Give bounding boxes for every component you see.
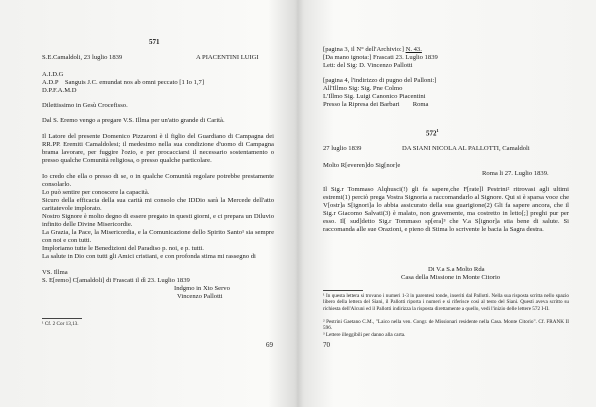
right-place-date: Roma li 27. Luglio 1839. [482,170,549,177]
archive-note-line: [Da mano ignota:] Frascati 23. Luglio 1839 [323,54,438,61]
left-letter-number: 571 [149,38,160,46]
paragraph: Lo può sentire per conoscere la capacità. [42,189,150,196]
left-recipient: A PIACENTINI LUIGI [196,54,259,61]
address-note-line: [pagina 4, l'indirizzo di pugno del Palloni:] [323,77,437,84]
right-footnote: ³ Lettere illeggibili per danno alla carta. [323,332,406,338]
paragraph: Sicuro della efficacia della sua carità mi consolo che IDDio sarà la Mercede dell'atto caritatevole implorato. [42,197,274,213]
left-invocation-line: D.P.F.A.M.D [42,87,77,94]
right-sender: DA SIANI NICOLA AL PALLOTTI, Camaldoli [402,145,530,152]
right-letter-number: $572^1$ [426,128,439,138]
right-letter-body: Il Sig.r Tommaso Alqhusci(!) gli fa sapere,che F[rate]l Pestrini² ritrovasi agli ultimi estremi(1) perciò prega Vostra Signoria a raccomandarlo al Signore. Qui si è sparsa voce che V[ostr]a S[ignori]a lo abbia assicurato della sua guarigione(2) Gli fa sapere ancora, che il Sig.r Giacomo Salvati(3) è malato, non gravemente, ma costretto in letto[;] preghi pur per esso. Il[ sud]detto Sig.r Tommaso sp[era]³ che V.a S[ignor]a stia bene di salute. Si raccomanda alle sue Orazioni, e pieno di Stima lo scrivente le bacia la Sagra destra. [323,186,569,234]
left-page-number: 69 [266,341,273,349]
footnote-rule [323,290,363,291]
left-invocation-line: A.D.P Sanguis J.C. emundat nos ab omni peccato [1 Io 1,7] [42,79,205,86]
archive-number: N. 43. [405,46,422,53]
address-note-line: L'Illmo Sig. Luigi Canonico Piacentini [323,93,426,100]
address-note-line: Presso la Ripresa dei Barbari Roma [323,101,429,108]
archive-note-label: [pagina 3, il N° dell'Archivio:] [323,46,404,53]
right-footnote: ¹ In questa lettera si trovano i numeri 1-3 in parentesi tonde, inseriti dal Pallotti. Nella sua risposta scritta nello spazio libero della lettera del Siani, il Pallotti riporta i numeri e si riferisce così al testo del Siani. Questi aveva scritto su richiesta dell'Alcuni ed il Pallotti indirizza la risposta direttamente a quello, vedi l'inizio delle lettere 572 I-II. [323,293,569,312]
footnote-rule [42,318,82,319]
archive-note-line [323,46,422,54]
paragraph: Nostro Signore è molto degno di essere pregato in questi giorni, e ci prepara un Diluvio infinito delle Divine Misericordie. [42,213,274,229]
left-closing-servant: Indgmo in Xto Servo [174,285,230,292]
left-closing: S. E[remo] C[amaldoli] di Frascati il dì 23. Luglio 1839 [42,277,190,284]
paragraph: Dal S. Eremo vengo a pregare V.S. Illma per un'atto grande di Carità. [42,117,225,124]
left-salutation: Dilettissimo in Gesù Crocefisso. [42,102,128,109]
paragraph: La Grazia, la Pace, la Misericordia, e la Comunicazione dello Spirito Santo¹ sia sempre con noi e con tutti. [42,229,274,245]
right-page [298,0,596,407]
right-footnote: ² Pestrini Gaetano C.M., "Laico nella ven. Congr. de Missionari residente nella Casa. Monte Citorio". Cf. FRANK II 596. [323,319,569,332]
archive-note-line: Lett: del Sig: D. Vincenzo Pallotti [323,62,413,69]
left-place-date: S.E.Camaldoli, 23 luglio 1839 [42,54,123,61]
paragraph: Io credo che ella o presso di se, o in qualche Comunità regolare potrebbe prestamente consolarlo. [42,173,274,189]
left-invocation-line: A.I.D.G [42,71,64,78]
address-note-line: All'Illmo Sig: Sig. Pne Colmo [323,85,403,92]
left-footnote: ¹ Cf. 2 Cor 13,13. [42,321,79,327]
right-date: 27 luglio 1839 [323,145,362,152]
right-salutation: Molto R[everen]do Sig[nor]e [323,162,401,169]
right-signature-line: Di V.a S.a Molto Rda [428,266,485,273]
right-page-number: 70 [323,341,330,349]
right-signature-line: Casa della Missione in Monte Citorio [401,274,501,281]
paragraph: VS. Illma [42,269,68,276]
left-closing-name: Vincenzo Pallotti [177,293,223,300]
paragraph: La salute in Dio con tutti gli Amici cristiani, e con profonda stima mi rassegno di [42,253,256,260]
paragraph: Il Latore del presente Domenico Pizzaroni è il figlio del Guardiano di Campagna dei RR.PP. Eremiti Camaldolesi; il medesimo nella sua condizione d'uomo di Campagna brama lavorare, per fuggire l'ozio, e per procacciarsi il necessario sostentamento o presso qualche Comunità religiosa, o presso qualche particolare. [42,133,274,165]
paragraph: Imploriamo tutte le Benedizioni del Paradiso p. noi, e p. tutti. [42,245,204,252]
